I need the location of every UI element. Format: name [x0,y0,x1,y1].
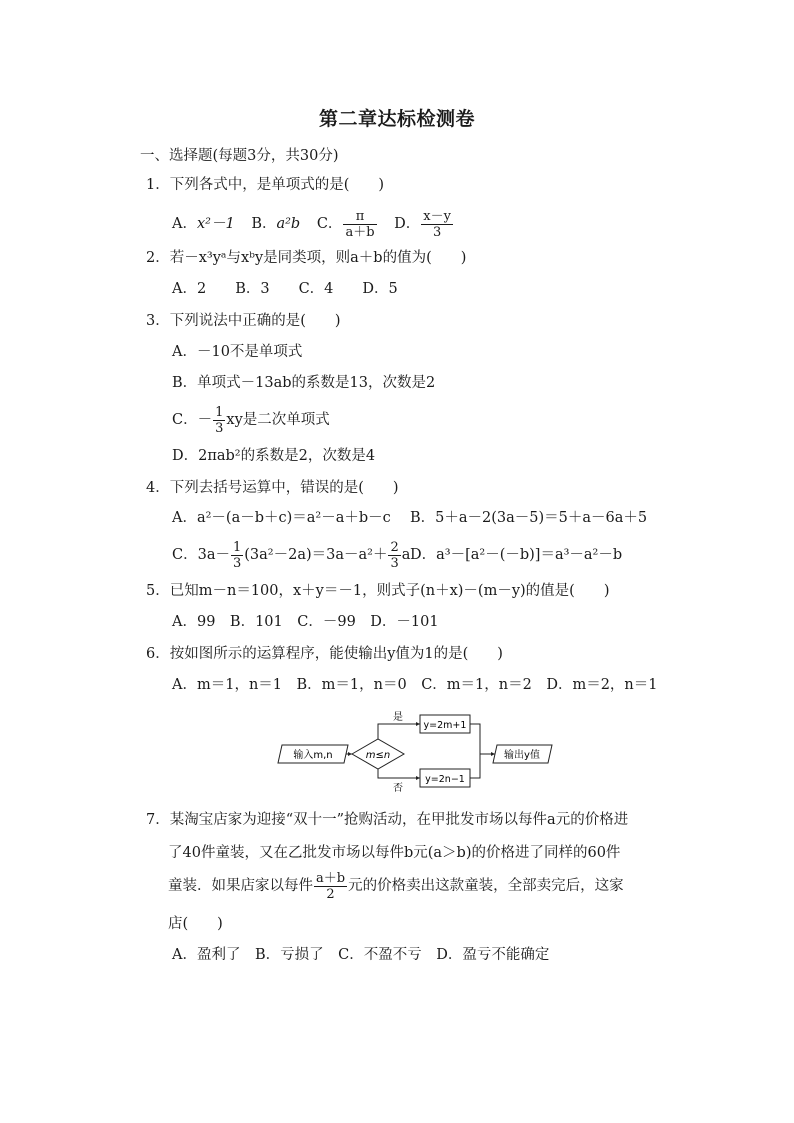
question-5-stem: 5．已知m－n＝100，x＋y＝－1，则式子(n＋x)－(m－y)的值是( ) [146,583,610,599]
q1-option-b-expr: a²b [276,216,301,232]
question-3-option-a: A．－10不是单项式 [172,344,303,360]
q1-c-denominator: a＋b [345,224,375,240]
q1-option-c-label: C． [316,216,343,232]
question-7-line-4: 店( ) [168,916,223,932]
question-6-stem: 6．按如图所示的运算程序，能使输出y值为1的是( ) [146,646,503,662]
question-2-options: A．2 B．3 C．4 D．5 [172,281,398,297]
question-7-line-2: 了40件童装，又在乙批发市场以每件b元(a＞b)的价格进了同样的60件 [168,845,621,861]
q1-option-a-expr: x²－1 [196,216,235,232]
flow-yes-label: 是 [393,712,403,723]
q1-option-a-label: A． [172,216,197,232]
question-3-stem: 3．下列说法中正确的是( ) [146,313,341,329]
q4-c-end: a [401,547,411,563]
flow-bottom-label: y=2n−1 [425,774,465,785]
flow-output-label: 输出y值 [504,750,540,761]
question-7-line-1: 7．某淘宝店家为迎接“双十一”抢购活动，在甲批发市场以每件a元的价格进 [146,812,629,828]
question-4-option-b: B．5＋a－2(3a－5)＝5＋a－6a＋5 [410,510,648,526]
q4-c-denominator-2: 3 [390,555,399,571]
q4-c-fraction-2 [388,540,400,571]
page-title: 第二章达标检测卷 [318,108,475,130]
q7-price-denominator: 2 [326,886,335,902]
flow-input-label: 输入m,n [293,750,333,761]
q1-c-numerator: π [343,209,376,225]
flow-condition-label: m≤n [365,750,391,761]
question-7-line-3 [168,866,624,906]
flow-top-label: y=2m+1 [423,720,467,731]
q7-price-numerator: a＋b [316,870,346,886]
q1-d-numerator: x－y [423,208,451,224]
question-7-options: A．盈利了 B．亏损了 C．不盈不亏 D．盈亏不能确定 [172,947,550,963]
flow-merge-top [470,724,480,778]
q4-c-middle: (3a²－2a)＝3a－a²＋ [244,547,388,563]
q4-c-numerator-2: 2 [390,539,399,555]
q1-option-d-fraction [421,209,453,240]
flowchart [270,707,560,795]
q3-c-fraction [213,405,225,436]
flow-no-label: 否 [393,783,403,794]
flow-arrow-yes [378,724,420,739]
q1-option-b-label: B． [251,216,277,232]
q3-c-numerator: 1 [215,404,224,420]
q1-option-c-fraction [343,209,376,240]
flow-arrow-no [378,769,420,778]
question-6-options: A．m＝1，n＝1 B．m＝1，n＝0 C．m＝1，n＝2 D．m＝2，n＝1 [172,677,658,693]
question-4-option-c [172,535,410,575]
question-3-option-c [172,400,330,440]
q1-option-d-label: D． [394,216,421,232]
question-5-options: A．99 B．101 C．－99 D．－101 [172,614,439,630]
question-3-option-d: D．2πab²的系数是2，次数是4 [172,448,376,464]
q7-line3-pre: 童装．如果店家以每件 [168,878,313,894]
q1-d-denominator: 3 [432,224,442,240]
q3-c-denominator: 3 [215,420,224,436]
q7-price-fraction [314,871,347,902]
question-1-stem: 1．下列各式中，是单项式的是( ) [146,177,385,193]
q7-line3-post: 元的价格卖出这款童装，全部卖完后，这家 [348,878,624,894]
q4-c-numerator-1: 1 [232,539,242,555]
q3-c-rest: xy是二次单项式 [226,412,330,428]
question-4-option-d: D．a³－[a²－(－b)]＝a³－a²－b [410,547,623,563]
question-4-stem: 4．下列去括号运算中，错误的是( ) [146,480,399,496]
q3-c-label: C．－ [172,412,213,428]
question-3-option-b: B．单项式－13ab的系数是13，次数是2 [172,375,436,391]
q4-c-fraction-1 [231,540,243,571]
q4-c-denominator-1: 3 [232,555,242,571]
question-4-option-a: A．a²－(a－b＋c)＝a²－a＋b－c [172,510,391,526]
section-heading: 一、选择题(每题3分，共30分) [140,148,339,164]
question-1-options [172,204,454,244]
q4-c-label: C．3a－ [172,547,230,563]
question-2-stem: 2．若－x³yᵃ与xᵇy是同类项，则a＋b的值为( ) [146,250,467,266]
